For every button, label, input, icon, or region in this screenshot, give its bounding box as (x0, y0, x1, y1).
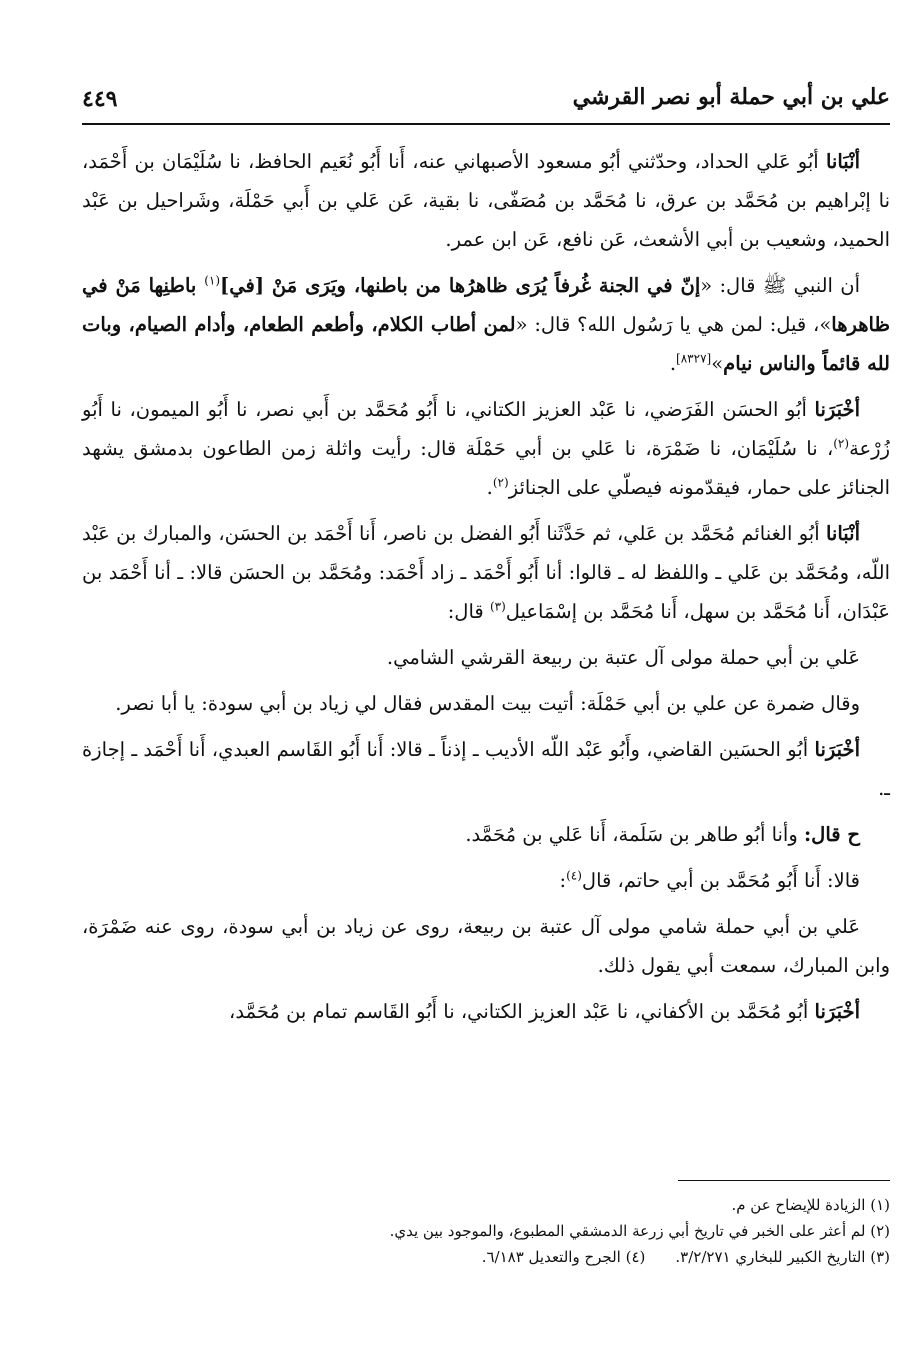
footnote-4: (٤) الجرح والتعديل ٦/١٨٣. (481, 1248, 646, 1266)
paragraph-text: عَلي بن أبي حملة شامي مولى آل عتبة بن ربيعة، روى عن زياد بن أبي سودة، روى عنه ضَمْرَة، وابن المبارك، سمعت أبي يقول ذلك. (82, 915, 890, 977)
paragraph-text: أبُو مُحَمَّد بن الأكفاني، نا عَبْد العزيز الكتاني، نا أَبُو القَاسم تمام بن مُحَمَّد، (229, 1000, 815, 1023)
main-text (82, 142, 890, 1038)
paragraph-8 (82, 815, 890, 854)
paragraph-text: قالا: أَنا أَبُو مُحَمَّد بن أبي حاتم، قال (581, 869, 860, 892)
paragraph-text: وأنا أبُو طاهر بن سَلَمة، أَنا عَلي بن مُحَمَّد. (465, 823, 804, 846)
quote-close: » (711, 352, 724, 375)
paragraph-text: قال: (447, 600, 490, 623)
footnote-1: (١) الزيادة للإيضاح عن م. (731, 1196, 890, 1214)
footnote-ref: (٤) (566, 868, 582, 883)
footnote-2: (٢) لم أعثر على الخبر في تاريخ أبي زرعة الدمشقي المطبوع، والموجود بين يدي. (389, 1222, 890, 1240)
hadith-text-part-2: باطنِها مَنْ في ظاهرها (82, 274, 891, 336)
paragraph-10 (82, 907, 890, 985)
paragraph-text: أبُو الحسَن الفَرَضي، نا عَبْد العزيز الكتاني، نا أَبُو مُحَمَّد بن أَبي نصر، نا أَبُو الميمون، نا أَبُو زُرْعة (82, 398, 890, 460)
paragraph-text: أبُو عَلي الحداد، وحدّثني أبُو مسعود الأصبهاني عنه، أَنا أَبُو نُعَيم الحافظ، نا سُلَيْمَان بن أَحْمَد، نا إبْراهيم بن مُحَمَّد بن عرق، نا مُحَمَّد بن مُصَفّى، نا بقية، عَن عَلي بن أَبي حَمْلَة، وشَراحيل بن عَبْد الحميد، وشعيب بن أبي الأشعث، عَن نافع، عَن ابن عمر. (82, 150, 890, 251)
footnote-row (82, 1244, 890, 1270)
footnote-ref: (٢) (492, 475, 509, 490)
paragraph-2-hadith (82, 266, 890, 383)
hadith-answer: لمن أطاب الكلام، وأطعم الطعام، وأدام الصيام، وبات لله قائماً والناس نيام (82, 313, 890, 375)
paragraph-text: أبُو الغنائم مُحَمَّد بن عَلي، ثم حَدَّثَنا أَبُو الفضل بن ناصر، أَنا أَحْمَد بن الحسَن، والمبارك بن عَبْد اللّه، ومُحَمَّد بن عَلي ـ واللفظ له ـ قالوا: أنا أَبُو أَحْمَد ـ زاد أَحْمَد: ومُحَمَّد بن الحسَن قالا: ـ أنا أَحْمَد بن عَبْدَان، أَنا مُحَمَّد بن سهل، أَنا مُحَمَّد بن إسْمَاعيل (82, 522, 890, 623)
chain-lead-word: أنْبَانا (825, 522, 860, 545)
paragraph-end: . (669, 352, 677, 375)
hadith-intro: أن النبي ﷺ قال: « (700, 274, 860, 297)
hadith-text-part-1: إنّ في الجنة غُرفاً يُرَى ظاهرُها من باطنها، ويَرَى مَنْ [في] (220, 274, 701, 297)
paragraph-end: . (486, 476, 493, 499)
footnote-ref: (٢) (833, 436, 850, 451)
paragraph-text: وقال ضمرة عن علي بن أبي حَمْلَة: أتيت بيت المقدس فقال لي زياد بن أبي سودة: يا أبا نصر. (115, 692, 860, 715)
paragraph-5-quote (82, 638, 890, 677)
running-header (82, 84, 890, 120)
paragraph-4 (82, 514, 890, 631)
paragraph-1 (82, 142, 890, 259)
paragraph-9 (82, 861, 890, 900)
footnote-ref: (١) (204, 273, 221, 288)
paragraph-6-quote (82, 684, 890, 723)
paragraph-text: عَلي بن أبي حملة مولى آل عتبة بن ربيعة القرشي الشامي. (386, 646, 860, 669)
paragraph-text: أبُو الحسَين القاضي، وأَبُو عَبْد اللّه الأديب ـ إذناً ـ قالا: أَنا أَبُو القَاسم العبدي، أَنا أَحْمَد ـ إجازة ـ. (82, 738, 890, 800)
footnotes (82, 1192, 890, 1270)
chain-lead-word: ح قال: (803, 823, 860, 846)
paragraph-7 (82, 730, 890, 808)
paragraph-3 (82, 390, 890, 507)
hadith-number: [٨٣٢٧] (676, 351, 712, 366)
footnote-rule (678, 1180, 890, 1181)
footnote-ref: (٣) (489, 599, 506, 614)
chain-lead-word: أخْبَرَنا (814, 1000, 860, 1023)
chain-lead-word: أخْبَرَنا (814, 738, 860, 761)
hadith-question: »، قيل: لمن هي يا رَسُول الله؟ قال: « (515, 313, 832, 336)
footnote-3: (٣) التاريخ الكبير للبخاري ٣/٢/٢٧١. (675, 1248, 890, 1266)
chain-lead-word: أخْبَرَنا (814, 398, 860, 421)
paragraph-end: : (559, 869, 567, 892)
paragraph-11 (82, 992, 890, 1031)
header-rule (82, 123, 890, 125)
paragraph-text: ، نا سُلَيْمَان، نا ضَمْرَة، نا عَلي بن أبي حَمْلَة قال: رأيت واثلة زمن الطاعون بدمشق يشهد الجنائز على حمار، فيقدّمونه فيصلّي على الجنائز (82, 437, 890, 499)
page-number: ٤٤٩ (82, 86, 118, 112)
running-title: علي بن أبي حملة أبو نصر القرشي (572, 84, 890, 110)
chain-lead-word: أنْبَانا (825, 150, 860, 173)
